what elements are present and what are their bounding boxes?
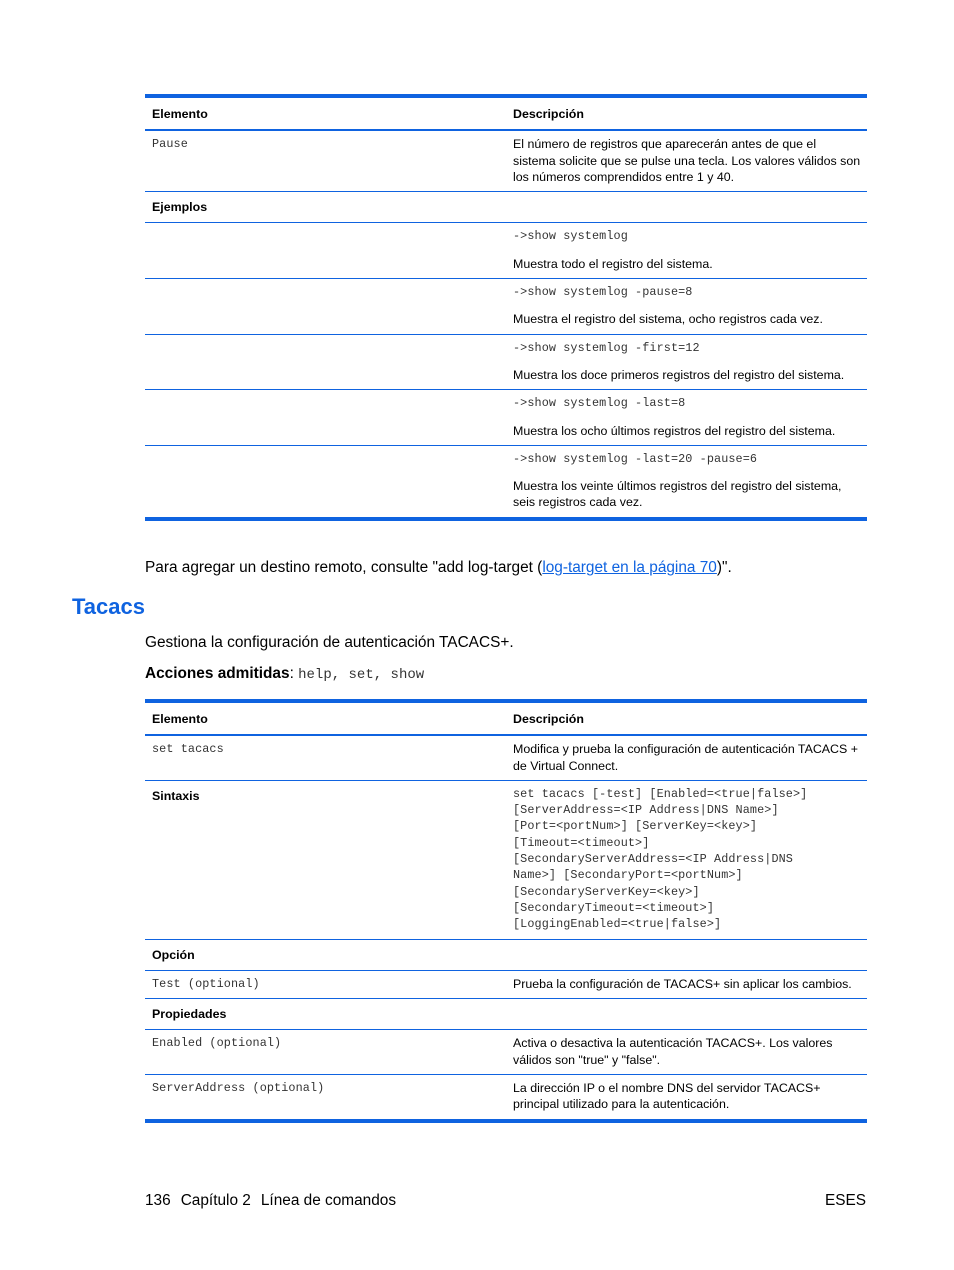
example-command: ->show systemlog -first=12 (513, 340, 700, 355)
chapter-title: Línea de comandos (260, 1192, 397, 1209)
example-command: ->show systemlog (513, 229, 628, 244)
log-target-link[interactable]: log-target en la página 70 (542, 559, 717, 576)
syntax-line: Name>] [SecondaryPort=<portNum>] (513, 868, 743, 883)
example-row (145, 445, 867, 518)
element-cell: Test (optional) (145, 970, 506, 998)
example-cell (506, 445, 867, 518)
example-command: ->show systemlog -last=20 -pause=6 (513, 451, 758, 466)
empty-cell (506, 939, 867, 970)
description-cell: El número de registros que aparecerán antes de que el sistema solicite que se pulse una tecla. Los valores válidos son los números comprendidos entre 1 y 40. (506, 130, 867, 191)
element-cell: Pause (145, 130, 506, 191)
syntax-row (145, 780, 867, 939)
empty-cell (145, 223, 506, 279)
description-cell: Activa o desactiva la autenticación TACACS+. Los valores válidos son "true" y "false". (506, 1030, 867, 1075)
systemlog-table (145, 94, 867, 521)
actions-label: Acciones admitidas (145, 665, 290, 682)
example-command: ->show systemlog -pause=8 (513, 285, 693, 300)
actions-separator: : (289, 665, 299, 682)
syntax-line: [Port=<portNum>] [ServerKey=<key>] (513, 819, 758, 834)
chapter-label: Capítulo 2 (180, 1192, 251, 1209)
example-description: Muestra los ocho últimos registros del registro del sistema. (513, 423, 836, 438)
syntax-line: [SecondaryServerKey=<key>] (513, 884, 700, 899)
empty-cell (506, 999, 867, 1030)
description-cell: Prueba la configuración de TACACS+ sin aplicar los cambios. (506, 970, 867, 998)
example-cell (506, 334, 867, 390)
syntax-label: Sintaxis (145, 780, 506, 939)
syntax-line: set tacacs [-test] [Enabled=<true|false>] (513, 786, 808, 801)
tacacs-table (145, 699, 867, 1123)
actions-value: help, set, show (298, 667, 425, 683)
table-header-row (145, 701, 867, 735)
example-cell (506, 279, 867, 335)
table-row (145, 970, 867, 998)
example-cell (506, 390, 867, 446)
example-cell (506, 223, 867, 279)
column-header-description: Descripción (506, 701, 867, 735)
page-number: 136 (145, 1192, 171, 1209)
table-header-row (145, 96, 867, 130)
table-row (145, 735, 867, 780)
example-description: Muestra los doce primeros registros del registro del sistema. (513, 367, 845, 382)
example-description: Muestra el registro del sistema, ocho registros cada vez. (513, 312, 823, 327)
table-row (145, 1075, 867, 1121)
option-label: Opción (145, 939, 506, 970)
section-row (145, 192, 867, 223)
examples-label: Ejemplos (145, 192, 506, 223)
empty-cell (145, 334, 506, 390)
section-description: Gestiona la configuración de autenticación TACACS+. (145, 634, 514, 651)
supported-actions (145, 665, 424, 683)
syntax-cell (506, 780, 867, 939)
description-cell: Modifica y prueba la configuración de autenticación TACACS + de Virtual Connect. (506, 735, 867, 780)
section-title: Tacacs (72, 594, 145, 619)
section-row (145, 939, 867, 970)
empty-cell (145, 390, 506, 446)
page-footer-right: ESES (824, 1192, 866, 1209)
syntax-line: [LoggingEnabled=<true|false>] (513, 917, 722, 932)
example-command: ->show systemlog -last=8 (513, 396, 686, 411)
example-row (145, 223, 867, 279)
page-footer-left (145, 1192, 406, 1210)
column-header-element: Elemento (145, 96, 506, 130)
table-row (145, 130, 867, 191)
column-header-element: Elemento (145, 701, 506, 735)
column-header-description: Descripción (506, 96, 867, 130)
example-row (145, 279, 867, 335)
section-row (145, 999, 867, 1030)
table-row (145, 1030, 867, 1075)
syntax-line: [ServerAddress=<IP Address|DNS Name>] (513, 803, 779, 818)
paragraph-text-after: )". (716, 559, 732, 576)
syntax-line: [Timeout=<timeout>] (513, 835, 650, 850)
example-description: Muestra todo el registro del sistema. (513, 256, 713, 271)
element-cell: Enabled (optional) (145, 1030, 506, 1075)
element-cell: ServerAddress (optional) (152, 1081, 325, 1096)
empty-cell (145, 445, 506, 518)
paragraph-text-before: Para agregar un destino remoto, consulte "add log-target ( (145, 559, 543, 576)
element-cell: set tacacs (145, 735, 506, 780)
example-row (145, 334, 867, 390)
description-cell: La dirección IP o el nombre DNS del servidor TACACS+ principal utilizado para la autenticación. (513, 1081, 821, 1112)
remote-target-paragraph (145, 559, 732, 577)
properties-label: Propiedades (145, 999, 506, 1030)
syntax-line: [SecondaryTimeout=<timeout>] (513, 900, 715, 915)
empty-cell (506, 192, 867, 223)
empty-cell (145, 279, 506, 335)
syntax-line: [SecondaryServerAddress=<IP Address|DNS (513, 852, 793, 867)
example-row (145, 390, 867, 446)
example-description: Muestra los veinte últimos registros del registro del sistema, seis registros cada vez. (513, 479, 842, 510)
